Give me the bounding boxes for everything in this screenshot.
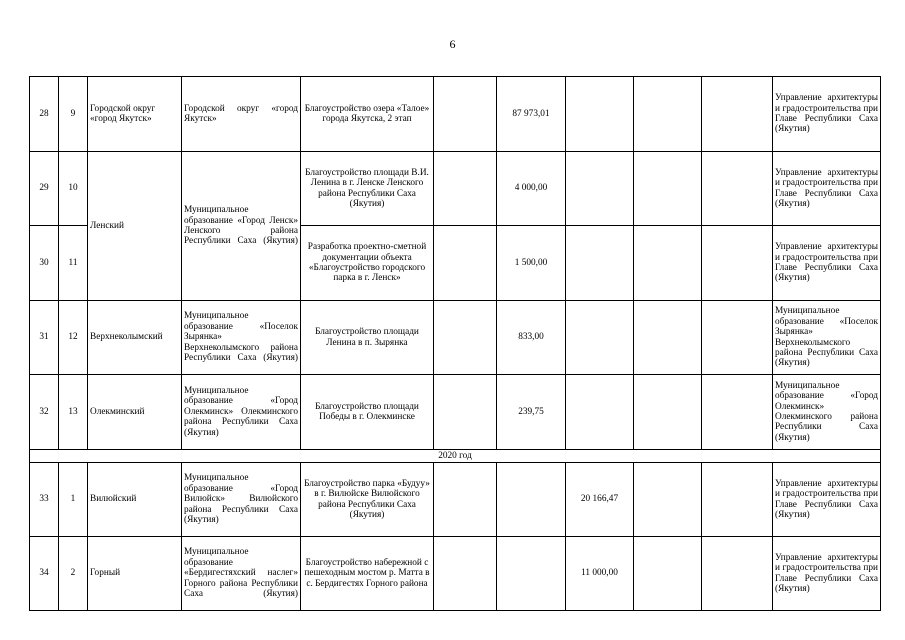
row-number: 33 [30, 463, 59, 537]
amount-cell: 1 500,00 [497, 226, 566, 301]
executor-cell: Муниципальное образование «Город Олекминск» Олекминского района Республики Саха (Якутия) [773, 375, 881, 450]
empty-cell [702, 77, 773, 152]
row-subnumber: 10 [59, 152, 88, 226]
empty-cell [702, 226, 773, 301]
empty-cell [702, 301, 773, 375]
table-row [30, 537, 881, 611]
executor-cell: Управление архитектуры и градостроительства при Главе Республики Саха (Якутия) [773, 226, 881, 301]
row-subnumber: 1 [59, 463, 88, 537]
empty-cell [702, 152, 773, 226]
row-subnumber: 2 [59, 537, 88, 611]
table-row [30, 152, 881, 226]
amount-cell [634, 537, 702, 611]
empty-cell [702, 463, 773, 537]
project-cell: Благоустройство набережной с пешеходным мостом р. Матта в с. Бердигестях Горного района [301, 537, 434, 611]
amount-cell [566, 375, 634, 450]
row-subnumber: 12 [59, 301, 88, 375]
municipality-cell: Муниципальное образование «Город Олекминск» Олекминского района Республики Саха (Якутия) [182, 375, 301, 450]
page-number: 6 [449, 37, 456, 51]
amount-cell [566, 226, 634, 301]
empty-cell [434, 537, 497, 611]
project-cell: Благоустройство озера «Талое» города Якутска, 2 этап [301, 77, 434, 152]
row-subnumber: 9 [59, 77, 88, 152]
empty-cell [702, 375, 773, 450]
district-cell: Верхнеколымский [88, 301, 182, 375]
empty-cell [434, 375, 497, 450]
section-row [30, 450, 881, 463]
amount-cell [566, 301, 634, 375]
amount-cell [634, 77, 702, 152]
executor-cell: Управление архитектуры и градостроительства при Главе Республики Саха (Якутия) [773, 77, 881, 152]
amount-cell: 239,75 [497, 375, 566, 450]
municipality-cell: Муниципальное образование «Бердигестяхский наслег» Горного района Республики Саха (Якутия) [182, 537, 301, 611]
amount-cell [634, 301, 702, 375]
executor-cell: Управление архитектуры и градостроительства при Главе Республики Саха (Якутия) [773, 537, 881, 611]
empty-cell [434, 77, 497, 152]
district-cell: Олекминский [88, 375, 182, 450]
amount-cell: 11 000,00 [566, 537, 634, 611]
project-cell: Благоустройство площади В.И. Ленина в г. Ленске Ленского района Республики Саха (Якутия) [301, 152, 434, 226]
row-number: 29 [30, 152, 59, 226]
amount-cell [566, 77, 634, 152]
amount-cell: 4 000,00 [497, 152, 566, 226]
project-cell: Благоустройство площади Ленина в п. Зырянка [301, 301, 434, 375]
table-row [30, 463, 881, 537]
amount-cell [634, 463, 702, 537]
project-cell: Благоустройство парка «Будуу» в г. Вилюйске Вилюйского района Республики Саха (Якутия) [301, 463, 434, 537]
amount-cell: 20 166,47 [566, 463, 634, 537]
row-number: 31 [30, 301, 59, 375]
executor-cell: Управление архитектуры и градостроительства при Главе Республики Саха (Якутия) [773, 463, 881, 537]
empty-cell [434, 152, 497, 226]
row-number: 34 [30, 537, 59, 611]
row-number: 32 [30, 375, 59, 450]
executor-cell: Муниципальное образование «Поселок Зырянка» Верхнеколымского района Республики Саха (Якутия) [773, 301, 881, 375]
empty-cell [702, 537, 773, 611]
executor-cell: Управление архитектуры и градостроительства при Главе Республики Саха (Якутия) [773, 152, 881, 226]
amount-cell [634, 226, 702, 301]
section-year-label: 2020 год [30, 450, 881, 463]
row-number: 30 [30, 226, 59, 301]
amount-cell [634, 152, 702, 226]
district-cell: Ленский [88, 152, 182, 301]
amount-cell [634, 375, 702, 450]
district-cell: Горный [88, 537, 182, 611]
amount-cell: 87 973,01 [497, 77, 566, 152]
municipality-cell: Муниципальное образование «Поселок Зырянка» Верхнеколымского района Республики Саха (Якутия) [182, 301, 301, 375]
empty-cell [434, 301, 497, 375]
amount-cell [497, 537, 566, 611]
row-number: 28 [30, 77, 59, 152]
amount-cell [566, 152, 634, 226]
table-row [30, 77, 881, 152]
row-subnumber: 11 [59, 226, 88, 301]
empty-cell [434, 226, 497, 301]
table-row [30, 375, 881, 450]
row-subnumber: 13 [59, 375, 88, 450]
amount-cell: 833,00 [497, 301, 566, 375]
table-row [30, 301, 881, 375]
project-cell: Благоустройство площади Победы в г. Олекминске [301, 375, 434, 450]
project-cell: Разработка проектно-сметной документации объекта «Благоустройство городского парка в г. Ленск» [301, 226, 434, 301]
amount-cell [497, 463, 566, 537]
municipality-cell: Городской округ «город Якутск» [182, 77, 301, 152]
program-table [29, 76, 881, 611]
municipality-cell: Муниципальное образование «Город Ленск» Ленского района Республики Саха (Якутия) [182, 152, 301, 301]
empty-cell [434, 463, 497, 537]
district-cell: Вилюйский [88, 463, 182, 537]
municipality-cell: Муниципальное образование «Город Вилюйск» Вилюйского района Республики Саха (Якутия) [182, 463, 301, 537]
district-cell: Городской округ «город Якутск» [88, 77, 182, 152]
